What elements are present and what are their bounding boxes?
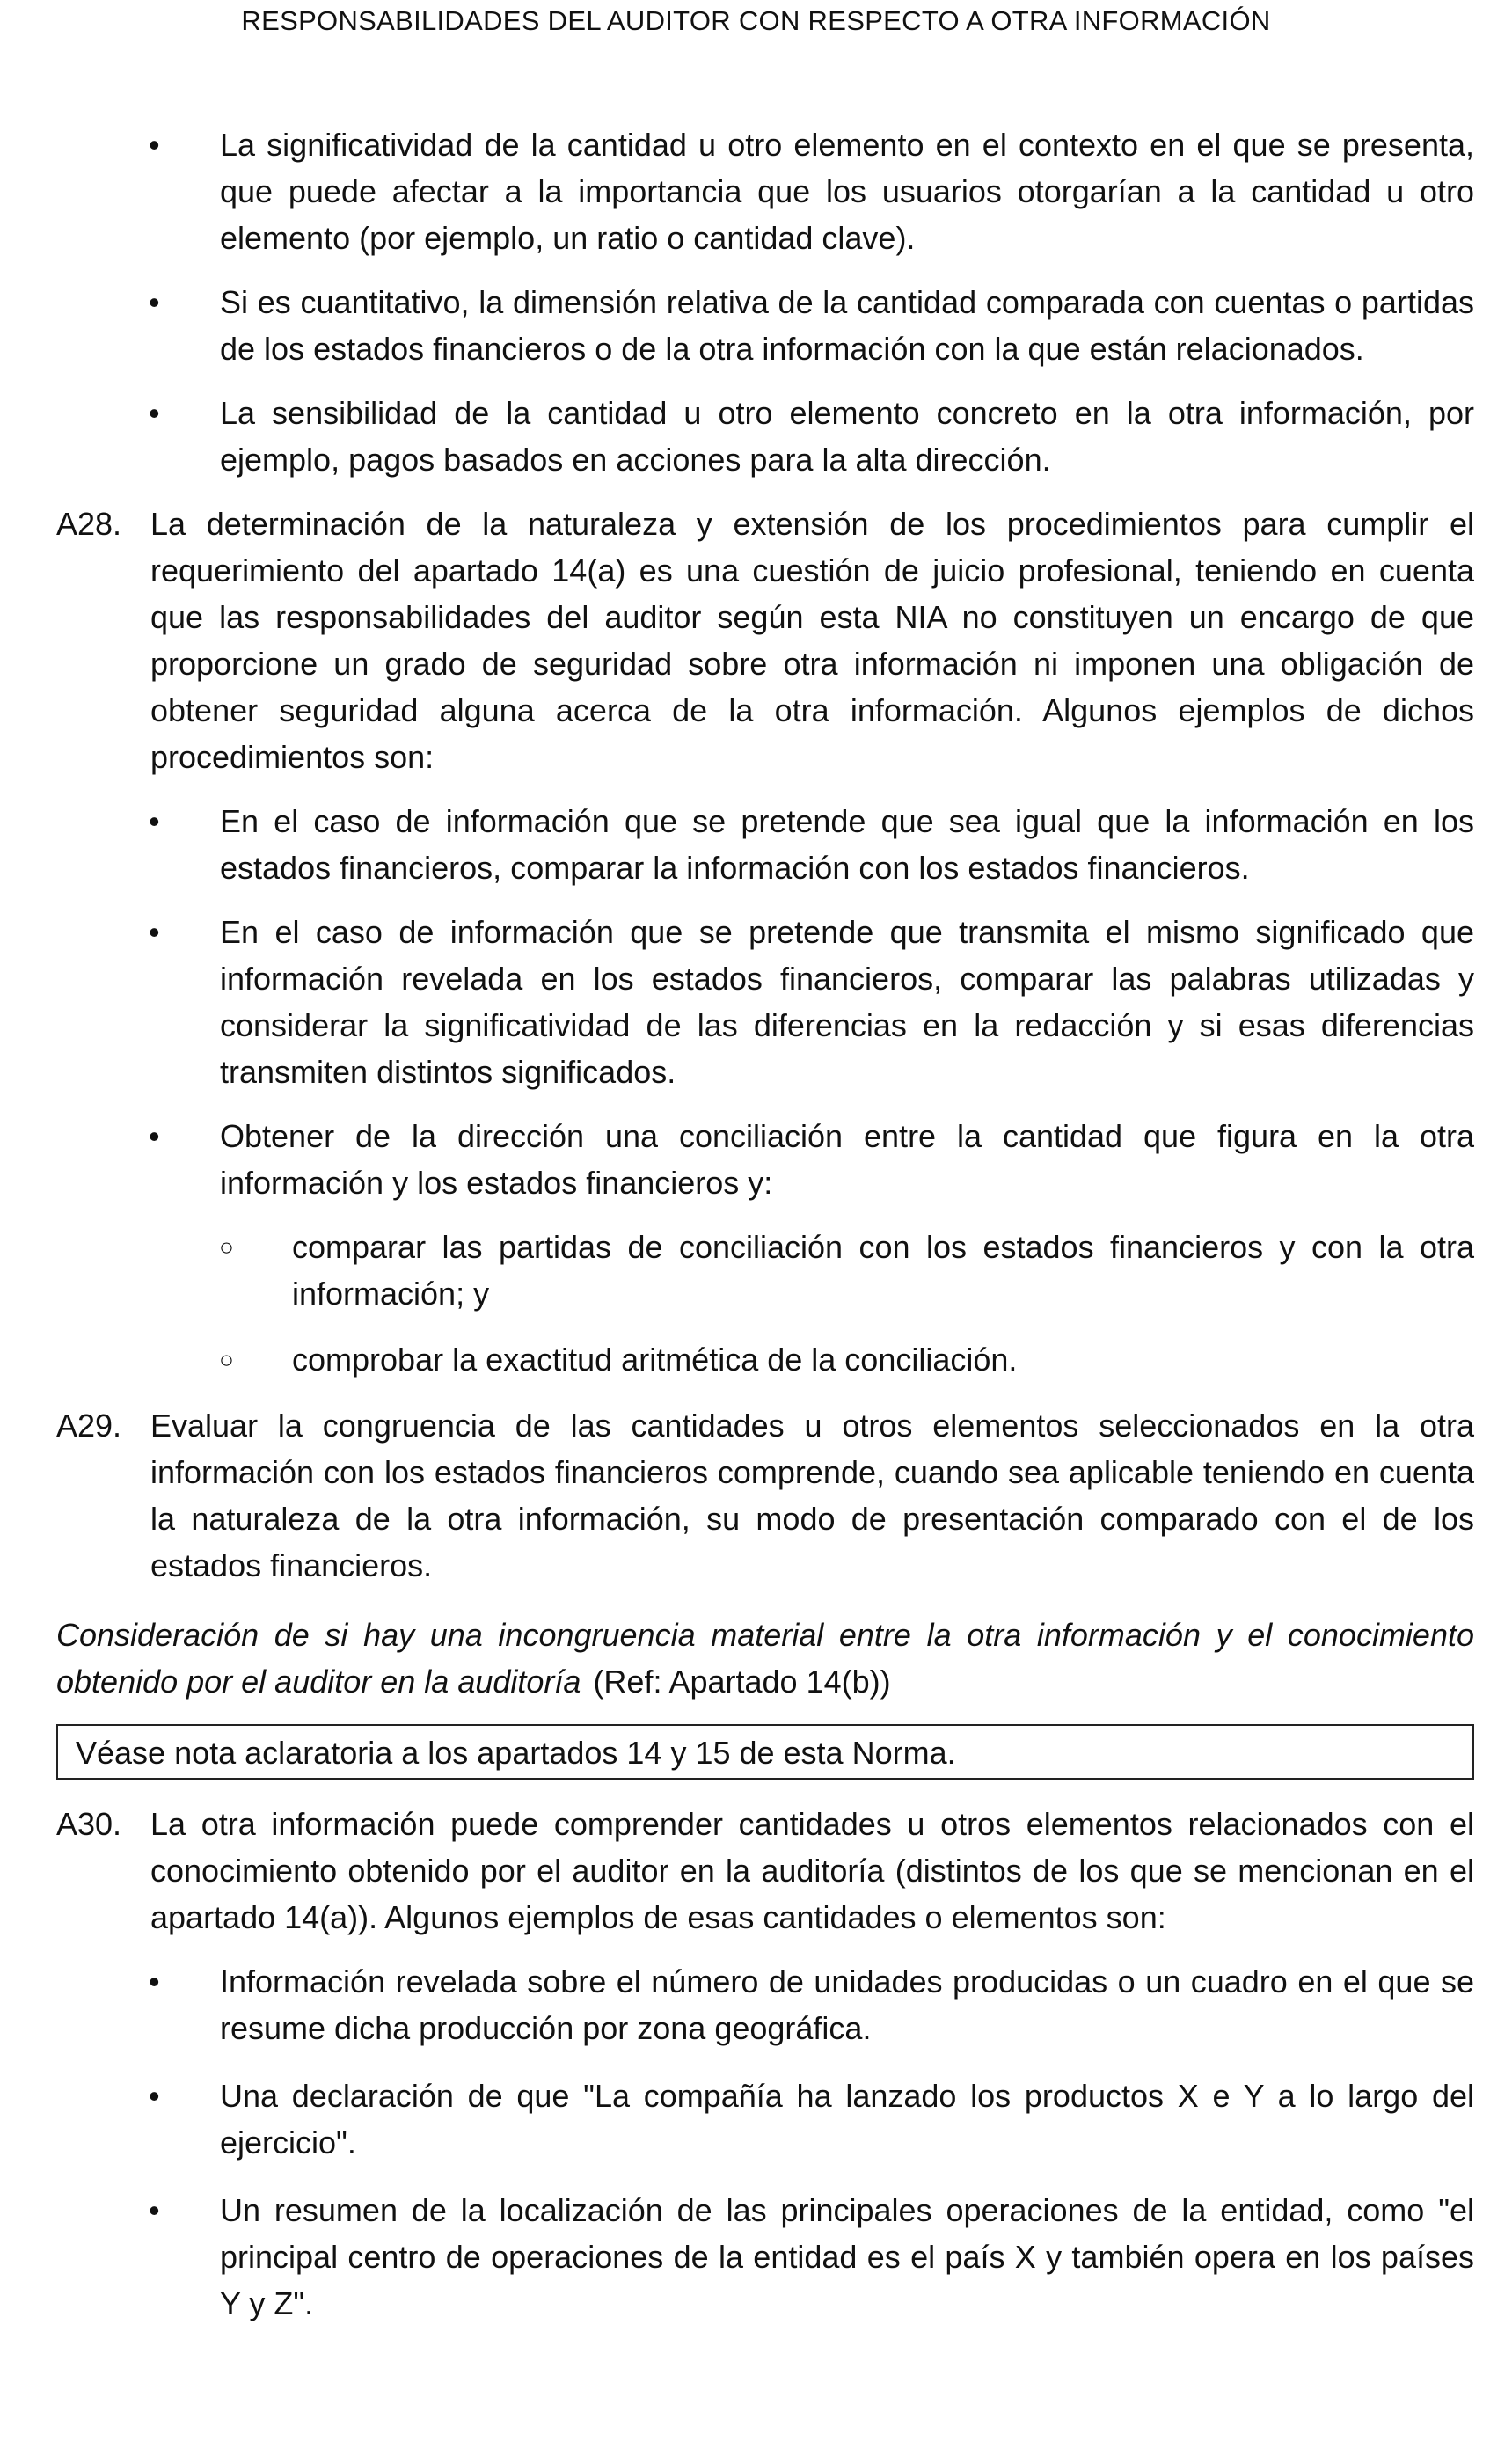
sub-bullet-text: comparar las partidas de conciliación con los estados financieros y con la otra información; y bbox=[292, 1229, 1474, 1312]
bullet-icon: • bbox=[149, 2078, 160, 2114]
list-item bbox=[56, 1958, 1474, 2051]
page-header: RESPONSABILIDADES DEL AUDITOR CON RESPECTO A OTRA INFORMACIÓN bbox=[241, 5, 1271, 36]
paragraph-text: La otra información puede comprender cantidades u otros elementos relacionados con el conocimiento obtenido por el auditor en la auditoría (distintos de los que se mencionan en el apartado 14(a)). Algunos ejemplos de esas cantidades o elementos son: bbox=[150, 1806, 1474, 1935]
bullet-text: La significatividad de la cantidad u otro elemento en el contexto en el que se presenta, que puede afectar a la importancia que los usuarios otorgarían a la cantidad u otro elemento (por ejemplo, un ratio o cantidad clave). bbox=[220, 127, 1474, 256]
bullet-text: Una declaración de que "La compañía ha lanzado los productos X e Y a lo largo del ejercicio". bbox=[220, 2078, 1474, 2161]
bullet-text: En el caso de información que se pretende que transmita el mismo significado que información revelada en los estados financieros, comparar las palabras utilizadas y considerar la significatividad de las diferencias en la redacción y si esas diferencias transmiten distintos significados. bbox=[220, 914, 1474, 1090]
list-item bbox=[56, 909, 1474, 1095]
paragraph-text: La determinación de la naturaleza y extensión de los procedimientos para cumplir el requerimiento del apartado 14(a) es una cuestión de juicio profesional, teniendo en cuenta que las responsabilidades del auditor según esta NIA no constituyen un encargo de que proporcione un grado de seguridad sobre otra información ni imponen una obligación de obtener seguridad alguna acerca de la otra información. Algunos ejemplos de dichos procedimientos son: bbox=[150, 506, 1474, 775]
bullet-icon: • bbox=[149, 395, 160, 431]
list-item bbox=[56, 390, 1474, 483]
section-heading bbox=[56, 1612, 1474, 1705]
document-body bbox=[56, 121, 1474, 2348]
bullet-icon: • bbox=[149, 1963, 160, 2000]
bullet-text: Un resumen de la localización de las principales operaciones de la entidad, como "el principal centro de operaciones de la entidad es el país X y también opera en los países Y y Z". bbox=[220, 2192, 1474, 2321]
bullet-icon: • bbox=[149, 2192, 160, 2228]
bullet-icon: • bbox=[149, 914, 160, 950]
sub-bullet-text: comprobar la exactitud aritmética de la conciliación. bbox=[292, 1342, 1018, 1378]
list-item bbox=[56, 2187, 1474, 2327]
section-heading-ref: (Ref: Apartado 14(b)) bbox=[593, 1663, 891, 1700]
list-item bbox=[56, 1113, 1474, 1206]
bullet-text: Si es cuantitativo, la dimensión relativa de la cantidad comparada con cuentas o partidas de los estados financieros o de la otra información con la que están relacionados. bbox=[220, 284, 1474, 367]
bullet-icon: • bbox=[149, 127, 160, 163]
circle-bullet-icon: ○ bbox=[219, 1346, 234, 1373]
bullet-icon: • bbox=[149, 803, 160, 839]
bullet-text: Información revelada sobre el número de unidades producidas o un cuadro en el que se resume dicha producción por zona geográfica. bbox=[220, 1963, 1474, 2046]
bullet-text: Obtener de la dirección una conciliación entre la cantidad que figura en la otra información y los estados financieros y: bbox=[220, 1118, 1474, 1201]
list-item bbox=[56, 2073, 1474, 2166]
paragraph-number: A28. bbox=[56, 506, 122, 542]
list-item bbox=[56, 798, 1474, 891]
note-box: Véase nota aclaratoria a los apartados 14 y 15 de esta Norma. bbox=[56, 1724, 1474, 1780]
sub-list-item bbox=[56, 1224, 1474, 1317]
section-heading-title: Consideración de si hay una incongruencia material entre la otra información y el conocimiento obtenido por el auditor en la auditoría bbox=[56, 1617, 1474, 1700]
bullet-text: En el caso de información que se pretende que sea igual que la información en los estados financieros, comparar la información con los estados financieros. bbox=[220, 803, 1474, 886]
list-item bbox=[56, 121, 1474, 261]
sub-list-item bbox=[56, 1336, 1474, 1383]
bullet-icon: • bbox=[149, 284, 160, 320]
list-item bbox=[56, 279, 1474, 372]
paragraph-a28 bbox=[56, 501, 1474, 780]
paragraph-number: A29. bbox=[56, 1407, 122, 1444]
bullet-icon: • bbox=[149, 1118, 160, 1154]
bullet-text: La sensibilidad de la cantidad u otro elemento concreto en la otra información, por ejemplo, pagos basados en acciones para la alta dirección. bbox=[220, 395, 1474, 478]
paragraph-a30 bbox=[56, 1801, 1474, 1941]
paragraph-a29 bbox=[56, 1402, 1474, 1589]
paragraph-number: A30. bbox=[56, 1806, 122, 1842]
circle-bullet-icon: ○ bbox=[219, 1233, 234, 1261]
paragraph-text: Evaluar la congruencia de las cantidades u otros elementos seleccionados en la otra información con los estados financieros comprende, cuando sea aplicable teniendo en cuenta la naturaleza de la otra información, su modo de presentación comparado con el de los estados financieros. bbox=[150, 1407, 1474, 1583]
